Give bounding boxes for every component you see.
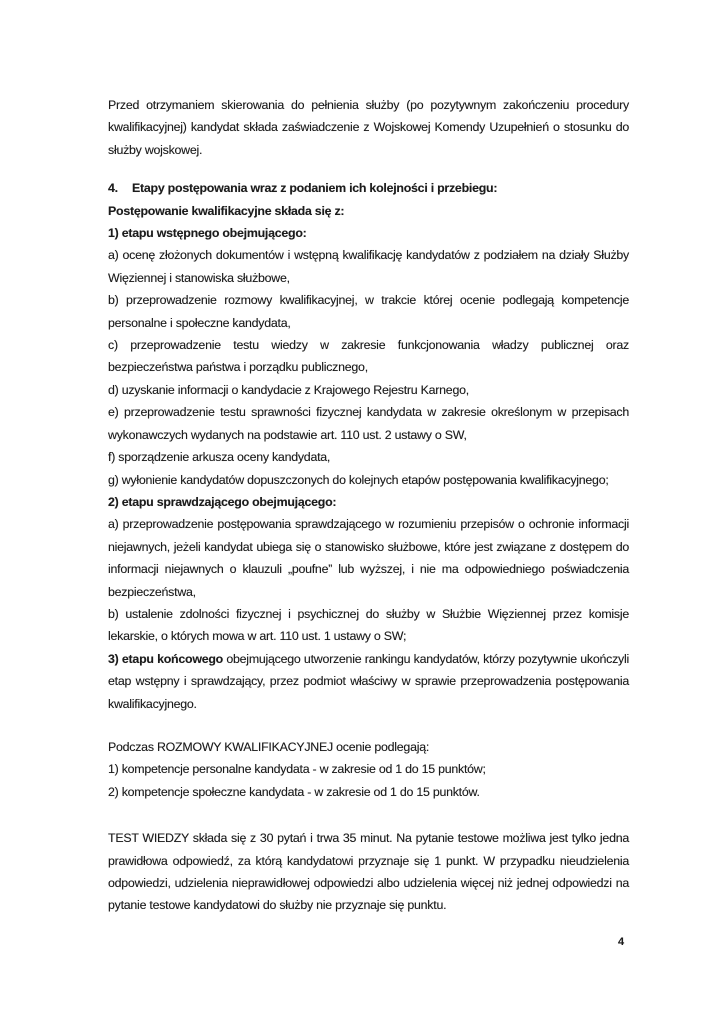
- section-heading-number: 4.: [108, 181, 118, 196]
- interview-item-2-text: 2) kompetencje społeczne kandydata - w zakresie od 1 do 15 punktów.: [108, 784, 480, 799]
- interview-item-1-text: 1) kompetencje personalne kandydata - w zakresie od 1 do 15 punktów;: [108, 762, 486, 777]
- document-text-block: [108, 94, 629, 917]
- stage-2-heading-text: 2) etapu sprawdzającego obejmującego:: [108, 494, 337, 509]
- stage-1-item-d: [108, 379, 629, 401]
- stage-1-item-g-text: g) wyłonienie kandydatów dopuszczonych do kolejnych etapów postępowania kwalifikacyjnego;: [108, 472, 609, 487]
- subheading-postepowanie-text: Postępowanie kwalifikacyjne składa się z:: [108, 203, 345, 218]
- stage-1-item-g: [108, 469, 629, 491]
- stage-1-item-c: [108, 334, 629, 379]
- section-heading-text: Etapy postępowania wraz z podaniem ich kolejności i przebiegu:: [132, 181, 498, 196]
- page-number: 4: [618, 936, 625, 948]
- stage-3-heading-text: 3) etapu końcowego: [108, 651, 223, 666]
- interview-item-2: [108, 781, 629, 803]
- knowledge-test-text: TEST WIEDZY składa się z 30 pytań i trwa 35 minut. Na pytanie testowe możliwa jest tylko jedna prawidłowa odpowiedź, za którą kandydatowi przyznaje się 1 punkt. W przypadku nieudzielenia odpowiedzi, udzielenia nieprawidłowej odpowiedzi albo udzielenia więcej niż jednej odpowiedzi na pytanie testowe kandydatowi do służby nie przyznaje się punktu.: [108, 831, 629, 913]
- stage-1-item-b: [108, 289, 629, 334]
- section-heading-4: [108, 177, 629, 199]
- stage-1-item-a: [108, 244, 629, 289]
- stage-2-item-b: [108, 603, 629, 648]
- subheading-postepowanie: [108, 200, 629, 222]
- interview-intro-text: Podczas ROZMOWY KWALIFIKACYJNEJ ocenie podlegają:: [108, 739, 430, 754]
- stage-1-heading-text: 1) etapu wstępnego obejmującego:: [108, 226, 307, 241]
- stage-3-body-text: obejmującego utworzenie rankingu kandydatów, którzy pozytywnie ukończyli etap wstępny i sprawdzający, przez podmiot właściwy w sprawie przeprowadzenia postępowania kwalifikacyjnego.: [108, 651, 629, 711]
- stage-2-heading: [108, 491, 629, 513]
- interview-item-1: [108, 758, 629, 780]
- stage-2-item-b-text: b) ustalenie zdolności fizycznej i psychicznej do służby w Służbie Więziennej przez komisje lekarskie, o których mowa w art. 110 ust. 1 ustawy o SW;: [108, 606, 629, 644]
- paragraph-intro-text: Przed otrzymaniem skierowania do pełnienia służby (po pozytywnym zakończeniu procedury kwalifikacyjnej) kandydat składa zaświadczenie z Wojskowej Komendy Uzupełnień o stosunku do służby wojskowej.: [108, 98, 629, 157]
- stage-1-item-a-text: a) ocenę złożonych dokumentów i wstępną kwalifikację kandydatów z podziałem na działy Służby Więziennej i stanowiska służbowe,: [108, 248, 629, 285]
- interview-intro: [108, 736, 629, 758]
- stage-1-heading: [108, 222, 629, 244]
- stage-1-item-d-text: d) uzyskanie informacji o kandydacie z Krajowego Rejestru Karnego,: [108, 382, 469, 397]
- stage-1-item-e-text: e) przeprowadzenie testu sprawności fizycznej kandydata w zakresie określonym w przepisach wykonawczych wydanych na podstawie art. 110 ust. 2 ustawy o SW,: [108, 405, 629, 442]
- stage-1-item-f-text: f) sporządzenie arkusza oceny kandydata,: [108, 450, 331, 465]
- stage-1-item-c-text: c) przeprowadzenie testu wiedzy w zakresie funkcjonowania władzy publicznej oraz bezpieczeństwa państwa i porządku publicznego,: [108, 338, 629, 375]
- stage-1-item-f: [108, 446, 629, 468]
- stage-1-item-b-text: b) przeprowadzenie rozmowy kwalifikacyjnej, w trakcie której ocenie podlegają kompetencje personalne i społeczne kandydata,: [108, 293, 629, 330]
- paragraph-intro: [108, 94, 629, 161]
- stage-2-item-a-text: a) przeprowadzenie postępowania sprawdzającego w rozumieniu przepisów o ochronie informacji niejawnych, jeżeli kandydat ubiega się o stanowisko służbowe, które jest związane z dostępem do informacji niejawnych o klauzuli „poufne” lub wyższej, i nie ma odpowiedniego poświadczenia bezpieczeństwa,: [108, 517, 629, 599]
- stage-2-item-a: [108, 513, 629, 603]
- stage-1-item-e: [108, 401, 629, 446]
- stage-3-paragraph: [108, 648, 629, 715]
- knowledge-test-paragraph: [108, 827, 629, 917]
